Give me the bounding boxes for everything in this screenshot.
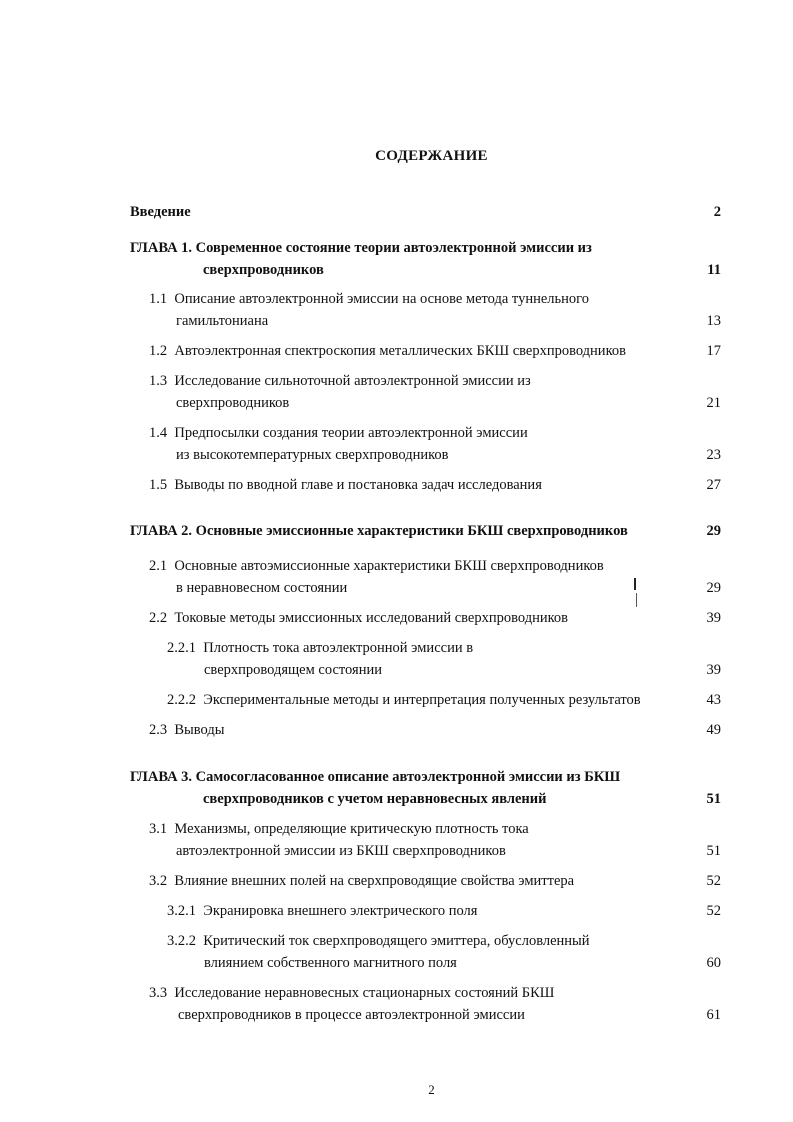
toc-section-1-1 xyxy=(149,291,589,308)
toc-chapter-3 xyxy=(130,769,620,786)
toc-section-2-2 xyxy=(149,610,568,627)
section-number: 1.5 xyxy=(149,477,168,493)
section-number: 1.2 xyxy=(149,343,168,359)
section-title: Исследование сильноточной автоэлектронной эмиссии из xyxy=(174,373,531,389)
toc-page-2-2: 39 xyxy=(706,610,721,626)
section-title: Критический ток сверхпроводящего эмиттера, обусловленный xyxy=(203,933,590,949)
section-number: 3.1 xyxy=(149,821,168,837)
chapter-1-title: Современное состояние теории автоэлектронной эмиссии из xyxy=(195,240,592,256)
toc-page-3-2-2: 60 xyxy=(706,955,721,971)
section-number: 3.2.2 xyxy=(167,933,196,949)
section-2-1-title-cont: в неравновесном состоянии xyxy=(176,580,348,596)
section-title: Токовые методы эмиссионных исследований сверхпроводников xyxy=(174,610,568,626)
chapter-3-title: Самосогласованное описание автоэлектронной эмиссии из БКШ xyxy=(195,769,621,785)
toc-section-3-2-2 xyxy=(167,933,590,950)
section-1-3-title-cont: сверхпроводников xyxy=(176,395,290,411)
page-number: 2 xyxy=(428,1082,435,1097)
toc-section-3-3 xyxy=(149,985,554,1002)
toc-section-2-3 xyxy=(149,722,225,739)
toc-page-3-2-1: 52 xyxy=(706,903,721,919)
section-title: Экспериментальные методы и интерпретация полученных результатов xyxy=(203,692,641,708)
toc-page-1-4: 23 xyxy=(706,447,721,463)
toc-page-2-2-1: 39 xyxy=(706,662,721,678)
section-title: Плотность тока автоэлектронной эмиссии в xyxy=(203,640,474,656)
toc-section-1-3 xyxy=(149,373,531,390)
toc-section-1-5 xyxy=(149,477,542,494)
section-3-3-title-cont: сверхпроводников в процессе автоэлектронной эмиссии xyxy=(178,1007,525,1023)
toc-section-2-1 xyxy=(149,558,604,575)
toc-page-2-2-2: 43 xyxy=(706,692,721,708)
section-title: Экранировка внешнего электрического поля xyxy=(203,903,478,919)
section-title: Влияние внешних полей на сверхпроводящие свойства эмиттера xyxy=(174,873,575,889)
scan-mark xyxy=(636,593,637,607)
toc-section-1-2 xyxy=(149,343,626,360)
section-title: Выводы xyxy=(174,722,225,738)
toc-page-introduction: 2 xyxy=(713,204,721,220)
toc-entry-introduction: Введение xyxy=(130,204,191,220)
toc-section-2-2-2 xyxy=(167,692,641,709)
toc-page-1-5: 27 xyxy=(706,477,721,493)
scan-mark xyxy=(634,578,636,590)
chapter-1-title-cont: сверхпроводников xyxy=(203,262,324,278)
toc-page-1-1: 13 xyxy=(706,313,721,329)
section-number: 2.1 xyxy=(149,558,168,574)
section-title: Описание автоэлектронной эмиссии на основе метода туннельного xyxy=(174,291,589,307)
section-number: 3.2 xyxy=(149,873,168,889)
chapter-3-label: ГЛАВА 3. xyxy=(130,769,193,785)
chapter-2-title: Основные эмиссионные характеристики БКШ сверхпроводников xyxy=(195,523,628,539)
section-number: 3.2.1 xyxy=(167,903,196,919)
section-title: Механизмы, определяющие критическую плотность тока xyxy=(174,821,529,837)
toc-page-2-3: 49 xyxy=(706,722,721,738)
toc-page-1-3: 21 xyxy=(706,395,721,411)
toc-chapter-1 xyxy=(130,240,592,257)
toc-page-chapter-2: 29 xyxy=(706,523,721,539)
chapter-2-label: ГЛАВА 2. xyxy=(130,523,193,539)
section-title: Основные автоэмиссионные характеристики БКШ сверхпроводников xyxy=(174,558,604,574)
section-number: 1.3 xyxy=(149,373,168,389)
toc-section-2-2-1 xyxy=(167,640,473,657)
toc-section-3-2 xyxy=(149,873,574,890)
section-title: Автоэлектронная спектроскопия металлических БКШ сверхпроводников xyxy=(174,343,626,359)
section-1-1-title-cont: гамильтониана xyxy=(176,313,269,329)
section-title: Исследование неравновесных стационарных состояний БКШ xyxy=(174,985,555,1001)
toc-page-chapter-1: 11 xyxy=(707,262,721,278)
section-number: 1.4 xyxy=(149,425,168,441)
section-number: 2.2.2 xyxy=(167,692,196,708)
section-2-2-1-title-cont: сверхпроводящем состоянии xyxy=(204,662,382,678)
toc-page-chapter-3: 51 xyxy=(706,791,721,807)
section-number: 2.3 xyxy=(149,722,168,738)
toc-page-3-2: 52 xyxy=(706,873,721,889)
section-1-4-title-cont: из высокотемпературных сверхпроводников xyxy=(176,447,449,463)
toc-section-1-4 xyxy=(149,425,528,442)
page-title: СОДЕРЖАНИЕ xyxy=(375,148,488,164)
toc-section-3-1 xyxy=(149,821,529,838)
section-title: Выводы по вводной главе и постановка задач исследования xyxy=(174,477,542,493)
section-title: Предпосылки создания теории автоэлектронной эмиссии xyxy=(174,425,528,441)
section-number: 2.2 xyxy=(149,610,168,626)
chapter-1-label: ГЛАВА 1. xyxy=(130,240,193,256)
toc-page-3-1: 51 xyxy=(706,843,721,859)
toc-chapter-2 xyxy=(130,523,628,540)
toc-page-3-3: 61 xyxy=(706,1007,721,1023)
toc-page-1-2: 17 xyxy=(706,343,721,359)
section-number: 2.2.1 xyxy=(167,640,196,656)
section-number: 3.3 xyxy=(149,985,168,1001)
section-3-1-title-cont: автоэлектронной эмиссии из БКШ сверхпроводников xyxy=(176,843,506,859)
section-number: 1.1 xyxy=(149,291,168,307)
toc-page-2-1: 29 xyxy=(706,580,721,596)
section-3-2-2-title-cont: влиянием собственного магнитного поля xyxy=(204,955,457,971)
chapter-3-title-cont: сверхпроводников с учетом неравновесных явлений xyxy=(203,791,547,807)
toc-section-3-2-1 xyxy=(167,903,477,920)
